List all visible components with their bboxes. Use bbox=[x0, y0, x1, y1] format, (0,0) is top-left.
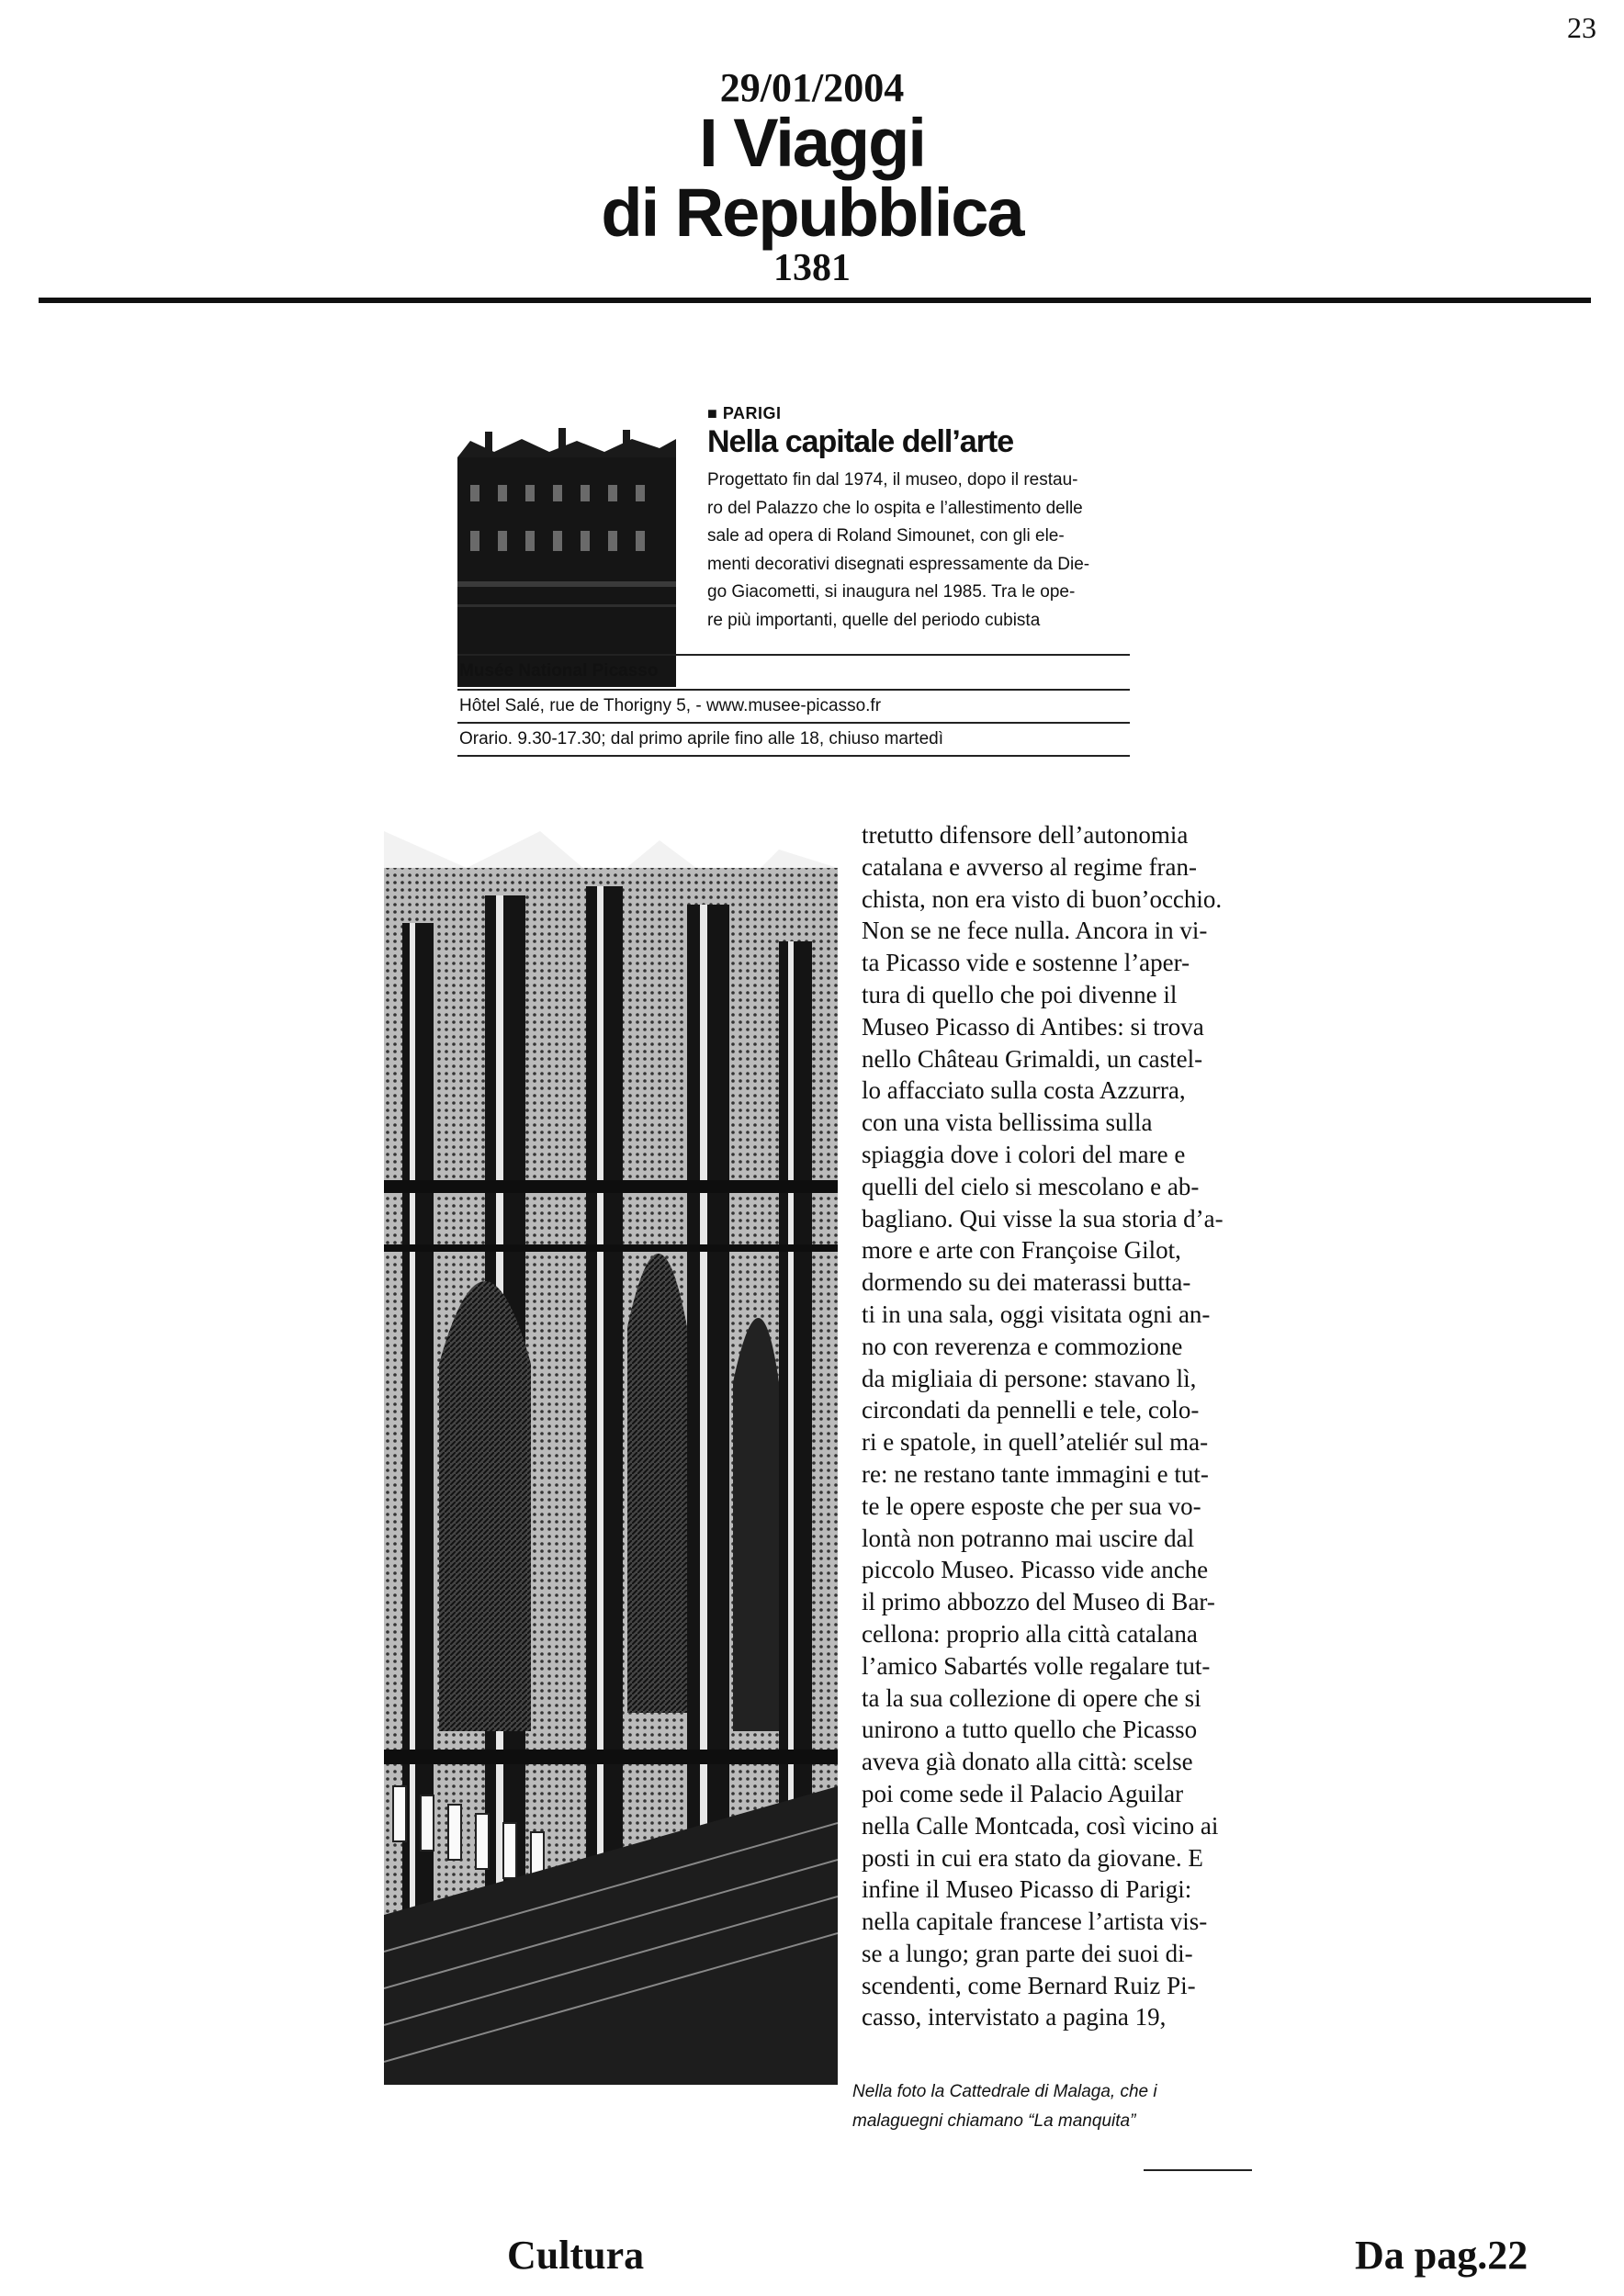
article-line: nella Calle Montcada, così vicino ai bbox=[862, 1811, 1219, 1840]
article-line: Non se ne fece nulla. Ancora in vi- bbox=[862, 917, 1208, 945]
article-line: lo affacciato sulla costa Azzurra, bbox=[862, 1076, 1186, 1105]
photo-caption bbox=[852, 2077, 1157, 2136]
article-line: re: ne restano tante immagini e tut- bbox=[862, 1459, 1209, 1488]
page-number: 23 bbox=[1567, 11, 1596, 44]
footer-section-name: Cultura bbox=[507, 2233, 645, 2278]
article-line: poi come sede il Palacio Aguilar bbox=[862, 1779, 1184, 1807]
info-rule bbox=[457, 722, 1130, 724]
info-body-line: Progettato fin dal 1974, il museo, dopo il restau- bbox=[707, 470, 1078, 490]
publication-title-line2: di Repubblica bbox=[601, 174, 1023, 251]
article-line: te le opere esposte che per sua vo- bbox=[862, 1491, 1201, 1520]
article-line: ta Picasso vide e sostenne l’aper- bbox=[862, 949, 1190, 977]
article-line: se a lungo; gran parte dei suoi di- bbox=[862, 1939, 1193, 1967]
museum-photo bbox=[457, 421, 676, 687]
article-line: casso, intervistato a pagina 19, bbox=[862, 2003, 1167, 2032]
article-line: lontà non potranno mai uscire dal bbox=[862, 1524, 1195, 1552]
article-line: catalana e avverso al regime fran- bbox=[862, 852, 1198, 881]
article-line: circondati da pennelli e tele, colo- bbox=[862, 1396, 1200, 1424]
article-line: dormendo su dei materassi butta- bbox=[862, 1268, 1191, 1297]
issue-code: 1381 bbox=[773, 247, 851, 289]
museum-address: Hôtel Salé, rue de Thorigny 5, - www.musee-picasso.fr bbox=[459, 696, 882, 715]
article-line: ti in una sala, oggi visitata ogni an- bbox=[862, 1300, 1211, 1328]
article-line: Museo Picasso di Antibes: si trova bbox=[862, 1012, 1204, 1041]
footer-continued-from: Da pag.22 bbox=[1355, 2233, 1528, 2278]
article-line: bagliano. Qui visse la sua storia d’a- bbox=[862, 1204, 1224, 1232]
article-line: chista, non era visto di buon’occhio. bbox=[862, 884, 1223, 913]
article-line: spiaggia dove i colori del mare e bbox=[862, 1140, 1186, 1168]
museum-building-image bbox=[457, 421, 676, 687]
caption-line: malaguegni chiamano “La manquita” bbox=[852, 2111, 1136, 2131]
article-line: quelli del cielo si mescolano e ab- bbox=[862, 1172, 1200, 1200]
publication-title bbox=[0, 105, 1624, 251]
article-line: tretutto difensore dell’autonomia bbox=[862, 821, 1189, 849]
info-section-label: ■ PARIGI bbox=[707, 404, 782, 422]
article-line: ta la sua collezione di opere che si bbox=[862, 1683, 1201, 1712]
info-body-line: re più importanti, quelle del periodo cubista bbox=[707, 610, 1041, 630]
article-line: cellona: proprio alla città catalana bbox=[862, 1619, 1198, 1648]
article-body bbox=[862, 819, 1246, 2033]
article-line: infine il Museo Picasso di Parigi: bbox=[862, 1875, 1192, 1904]
article-line: posti in cui era stato da giovane. E bbox=[862, 1843, 1203, 1872]
article-line: piccolo Museo. Picasso vide anche bbox=[862, 1556, 1209, 1584]
article-line: l’amico Sabartés volle regalare tut- bbox=[862, 1651, 1211, 1680]
info-body-line: sale ad opera di Roland Simounet, con gli ele- bbox=[707, 526, 1065, 546]
publication-title-line1: I Viaggi bbox=[699, 105, 925, 181]
article-line: tura di quello che poi divenne il bbox=[862, 980, 1178, 1008]
info-rule bbox=[457, 654, 1130, 656]
cathedral-image bbox=[384, 813, 838, 2085]
caption-divider bbox=[1144, 2169, 1252, 2171]
article-line: no con reverenza e commozione bbox=[862, 1332, 1183, 1360]
issue-date: 29/01/2004 bbox=[719, 65, 905, 110]
article-line: unirono a tutto quello che Picasso bbox=[862, 1716, 1198, 1744]
cathedral-photo bbox=[384, 813, 838, 2085]
header-divider bbox=[39, 298, 1591, 303]
article-line: da migliaia di persone: stavano lì, bbox=[862, 1364, 1197, 1392]
info-rule bbox=[457, 689, 1130, 691]
museum-hours: Orario. 9.30-17.30; dal primo aprile fino alle 18, chiuso martedì bbox=[459, 729, 943, 748]
article-line: scendenti, come Bernard Ruiz Pi- bbox=[862, 1971, 1196, 1999]
info-rule bbox=[457, 755, 1130, 757]
info-body-line: menti decorativi disegnati espressamente da Die- bbox=[707, 554, 1090, 574]
info-body bbox=[707, 467, 1130, 635]
article-line: ri e spatole, in quell’ateliér sul ma- bbox=[862, 1428, 1209, 1457]
info-body-line: ro del Palazzo che lo ospita e l’allestimento delle bbox=[707, 498, 1083, 518]
article-line: il primo abbozzo del Museo di Bar- bbox=[862, 1588, 1215, 1616]
info-title: Nella capitale dell’arte bbox=[707, 424, 1014, 459]
article-line: con una vista bellissima sulla bbox=[862, 1109, 1153, 1137]
article-line: more e arte con Françoise Gilot, bbox=[862, 1236, 1181, 1265]
info-body-line: go Giacometti, si inaugura nel 1985. Tra le ope- bbox=[707, 582, 1076, 602]
museum-name: Musée National Picasso bbox=[459, 661, 659, 681]
caption-line: Nella foto la Cattedrale di Malaga, che i bbox=[852, 2082, 1157, 2101]
article-line: nello Château Grimaldi, un castel- bbox=[862, 1044, 1203, 1073]
article-line: nella capitale francese l’artista vis- bbox=[862, 1908, 1208, 1936]
article-line: aveva già donato alla città: scelse bbox=[862, 1748, 1193, 1776]
